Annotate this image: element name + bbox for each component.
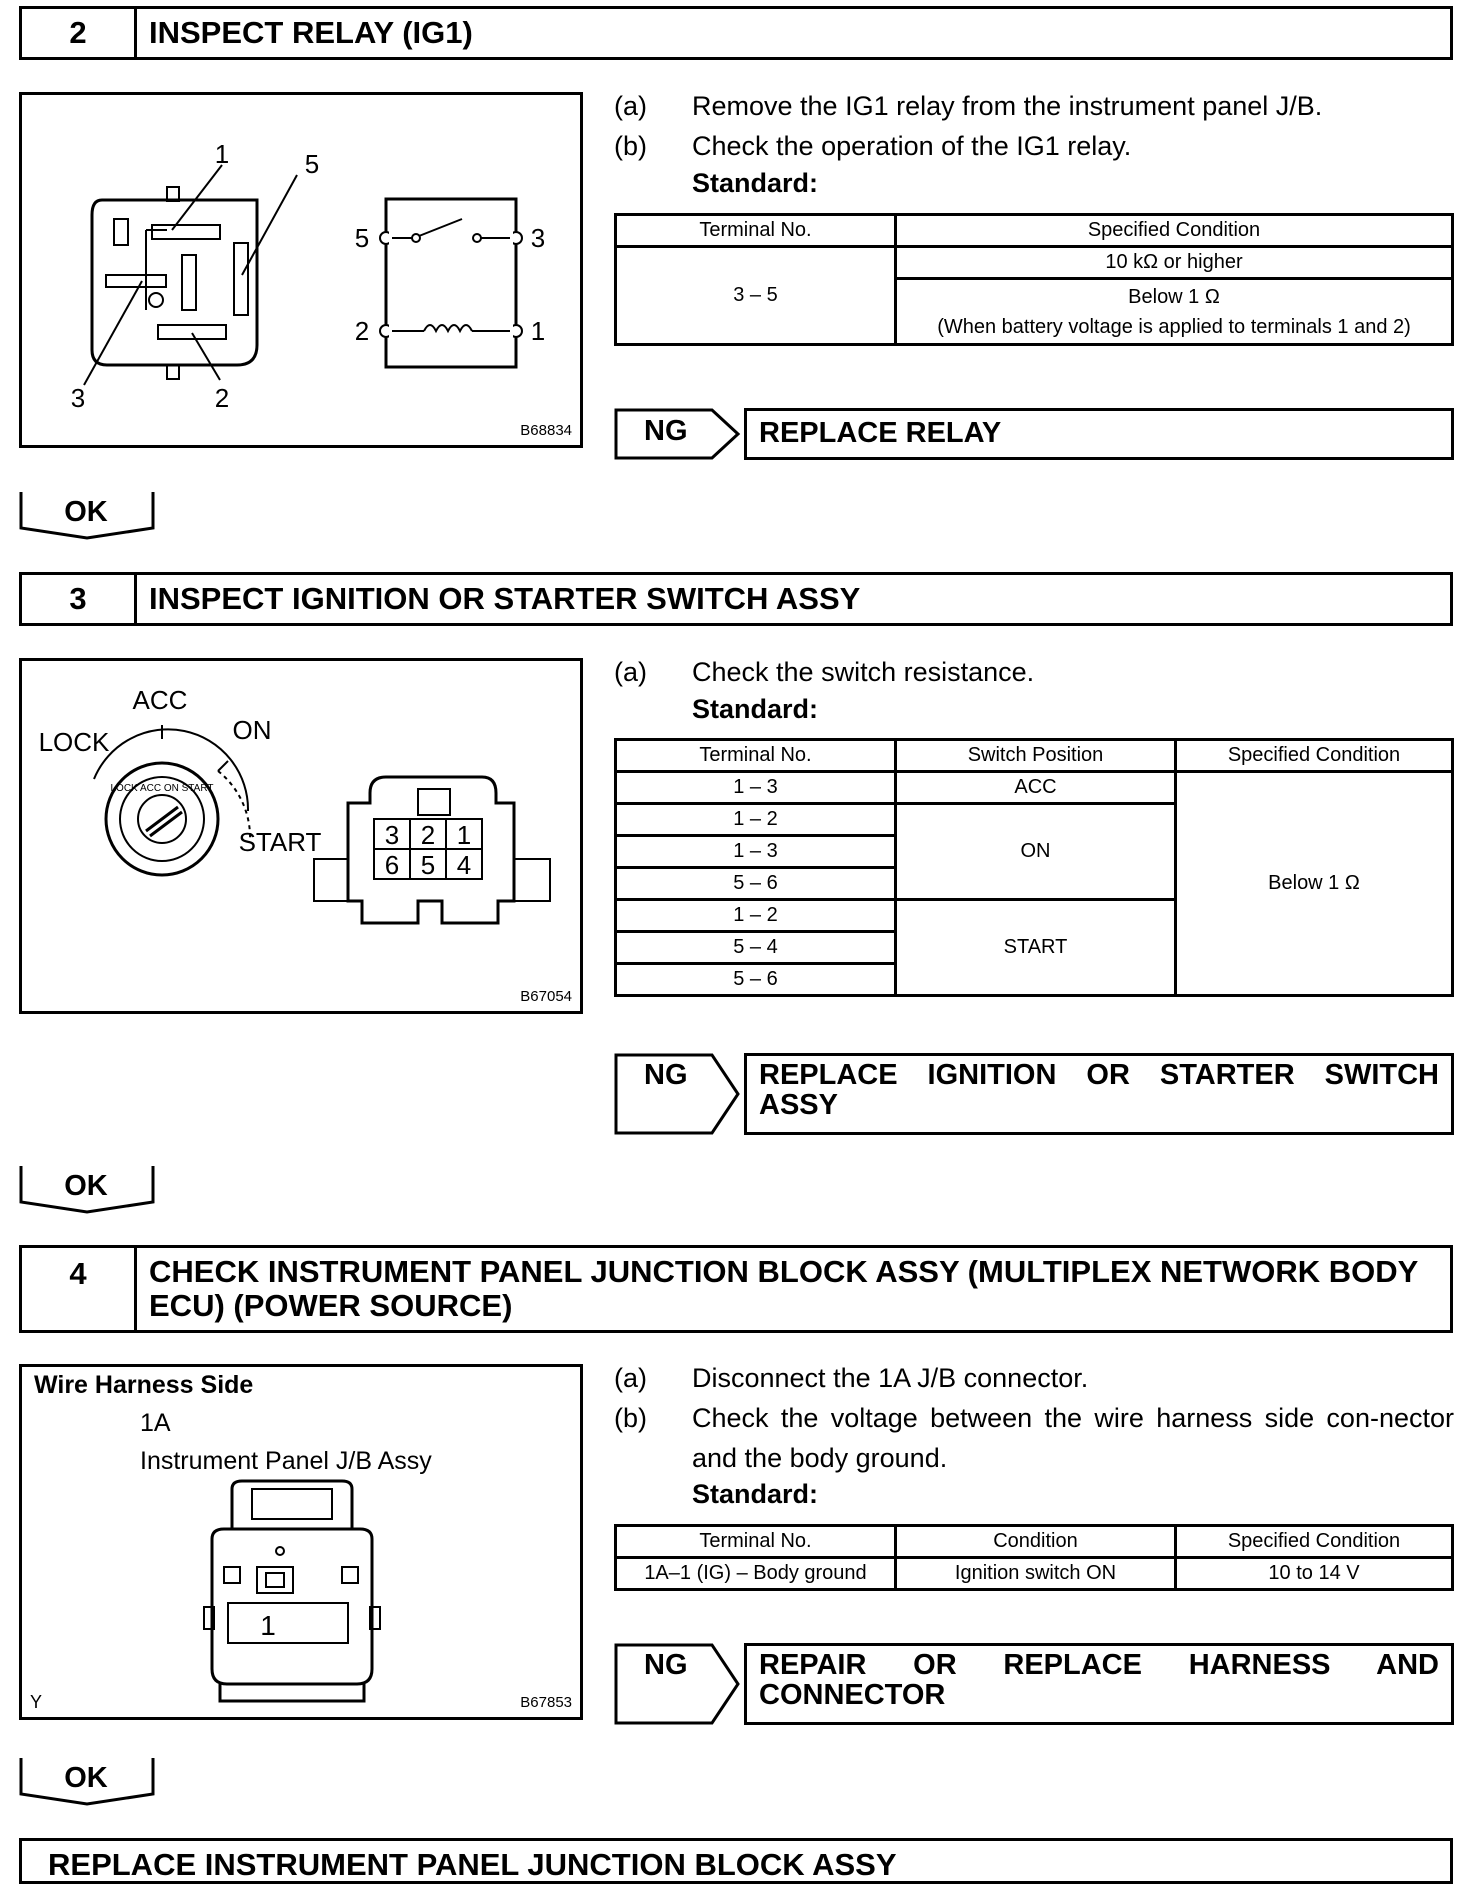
ng-action-line: ASSY bbox=[759, 1089, 838, 1121]
circuit-label-3: 3 bbox=[530, 223, 546, 253]
step-number: 4 bbox=[22, 1248, 137, 1330]
pin-2: 2 bbox=[420, 820, 436, 850]
table-cell: 5 – 6 bbox=[616, 964, 896, 996]
final-action: REPLACE INSTRUMENT PANEL JUNCTION BLOCK ASSY bbox=[19, 1838, 1453, 1884]
ok-label: OK bbox=[64, 496, 108, 528]
table-cell: 1 – 3 bbox=[616, 772, 896, 804]
table-cell: 1A–1 (IG) – Body ground bbox=[616, 1558, 896, 1590]
table-cell: 3 – 5 bbox=[616, 247, 896, 345]
step-2-instructions bbox=[614, 86, 1454, 166]
step-2-ng-branch bbox=[614, 408, 1454, 460]
ok-branch bbox=[19, 1164, 155, 1214]
instruction-row bbox=[614, 126, 1454, 166]
step-4-ng-branch bbox=[614, 1643, 1454, 1725]
step-number: 2 bbox=[22, 9, 137, 57]
figure-corner: Y bbox=[30, 1692, 43, 1712]
circuit-label-1: 1 bbox=[530, 316, 546, 346]
position-on: ON bbox=[232, 715, 272, 745]
step-3-ng-branch bbox=[614, 1053, 1454, 1135]
relay-spec-table bbox=[614, 213, 1454, 346]
instruction-row bbox=[614, 1358, 1454, 1398]
pin-label-1: 1 bbox=[214, 139, 230, 169]
instruction-row bbox=[614, 652, 1454, 692]
ng-label: NG bbox=[644, 1649, 688, 1681]
instruction-text: Remove the IG1 relay from the instrument panel J/B. bbox=[692, 91, 1323, 121]
step-title: CHECK INSTRUMENT PANEL JUNCTION BLOCK ASSY (MULTIPLEX NETWORK BODY ECU) (POWER SOURCE) bbox=[149, 1254, 1418, 1323]
condition-line: (When battery voltage is applied to terminals 1 and 2) bbox=[937, 315, 1411, 338]
table-cell: START bbox=[896, 900, 1176, 996]
pin-6: 6 bbox=[384, 850, 400, 880]
instruction-text: Check the operation of the IG1 relay. bbox=[692, 131, 1132, 161]
step-2-header bbox=[19, 6, 1453, 60]
pin-1: 1 bbox=[456, 820, 472, 850]
table-header: Terminal No. bbox=[616, 215, 896, 247]
step-3-instructions bbox=[614, 652, 1454, 692]
circuit-label-2: 2 bbox=[354, 316, 370, 346]
instruction-row bbox=[614, 86, 1454, 126]
instruction-text: Check the voltage between the wire harness side con-nector and the body ground. bbox=[692, 1403, 1454, 1473]
ring-text: LOCK ACC ON START bbox=[110, 783, 214, 794]
step-4-header bbox=[19, 1245, 1453, 1333]
ignition-switch-figure bbox=[19, 658, 583, 1014]
table-header: Specified Condition bbox=[896, 215, 1453, 247]
ok-branch bbox=[19, 490, 155, 540]
ng-label: NG bbox=[644, 1059, 688, 1091]
instruction-text: Disconnect the 1A J/B connector. bbox=[692, 1363, 1089, 1393]
instruction-text: Check the switch resistance. bbox=[692, 657, 1035, 687]
figure-heading: Wire Harness Side bbox=[34, 1371, 254, 1399]
table-cell: 1 – 3 bbox=[616, 836, 896, 868]
connector-pin-1: 1 bbox=[260, 1610, 276, 1641]
voltage-spec-table bbox=[614, 1524, 1454, 1591]
pin-3: 3 bbox=[384, 820, 400, 850]
part-name: Instrument Panel J/B Assy bbox=[140, 1447, 432, 1475]
step-3-header bbox=[19, 572, 1453, 626]
ng-action-line: REPAIR OR REPLACE HARNESS AND bbox=[759, 1649, 1439, 1681]
circuit-label-5: 5 bbox=[354, 223, 370, 253]
table-header: Terminal No. bbox=[616, 1526, 896, 1558]
ok-branch bbox=[19, 1756, 155, 1806]
instruction-label: (a) bbox=[614, 1363, 647, 1393]
pin-label-3: 3 bbox=[70, 383, 86, 413]
pin-label-5: 5 bbox=[304, 149, 320, 179]
instruction-label: (a) bbox=[614, 91, 647, 121]
table-cell: 10 kΩ or higher bbox=[896, 247, 1453, 279]
pin-label-2: 2 bbox=[214, 383, 230, 413]
table-cell: Below 1 Ω bbox=[1176, 772, 1453, 996]
table-cell: ACC bbox=[896, 772, 1176, 804]
switch-spec-table bbox=[614, 738, 1454, 997]
connector-code: 1A bbox=[140, 1409, 171, 1437]
table-header: Switch Position bbox=[896, 740, 1176, 772]
instruction-label: (b) bbox=[614, 131, 647, 161]
relay-diagram bbox=[22, 95, 580, 445]
table-cell: 5 – 6 bbox=[616, 868, 896, 900]
harness-figure bbox=[19, 1364, 583, 1720]
table-header: Condition bbox=[896, 1526, 1176, 1558]
figure-code: B67853 bbox=[520, 1694, 572, 1711]
step-title: INSPECT RELAY (IG1) bbox=[149, 15, 473, 50]
pin-4: 4 bbox=[456, 850, 472, 880]
figure-code: B68834 bbox=[520, 422, 572, 439]
relay-figure bbox=[19, 92, 583, 448]
ng-action bbox=[744, 1053, 1454, 1135]
standard-label: Standard: bbox=[692, 168, 819, 198]
figure-code: B67054 bbox=[520, 988, 572, 1005]
instruction-label: (b) bbox=[614, 1403, 647, 1433]
ng-action-line: REPLACE IGNITION OR STARTER SWITCH bbox=[759, 1059, 1439, 1091]
table-header: Specified Condition bbox=[1176, 740, 1453, 772]
connector-diagram bbox=[202, 1479, 402, 1709]
table-cell: 1 – 2 bbox=[616, 804, 896, 836]
table-cell: ON bbox=[896, 804, 1176, 900]
position-start: START bbox=[238, 827, 322, 857]
ignition-switch-diagram bbox=[22, 661, 580, 1011]
step-4-instructions bbox=[614, 1358, 1454, 1478]
table-cell: 10 to 14 V bbox=[1176, 1558, 1453, 1590]
instruction-row bbox=[614, 1398, 1454, 1478]
ok-label: OK bbox=[64, 1170, 108, 1202]
table-cell: Ignition switch ON bbox=[896, 1558, 1176, 1590]
table-header: Terminal No. bbox=[616, 740, 896, 772]
instruction-label: (a) bbox=[614, 657, 647, 687]
ng-label: NG bbox=[644, 415, 688, 447]
pin-5: 5 bbox=[420, 850, 436, 880]
ng-action: REPLACE RELAY bbox=[744, 408, 1454, 460]
standard-label: Standard: bbox=[692, 1479, 819, 1509]
table-cell bbox=[896, 279, 1453, 345]
table-cell: 5 – 4 bbox=[616, 932, 896, 964]
position-lock: LOCK bbox=[38, 727, 110, 757]
position-acc: ACC bbox=[132, 685, 188, 715]
ok-label: OK bbox=[64, 1762, 108, 1794]
condition-line: Below 1 Ω bbox=[1128, 285, 1220, 308]
ng-action-line: CONNECTOR bbox=[759, 1679, 946, 1711]
table-header: Specified Condition bbox=[1176, 1526, 1453, 1558]
ng-action bbox=[744, 1643, 1454, 1725]
step-number: 3 bbox=[22, 575, 137, 623]
standard-label: Standard: bbox=[692, 694, 819, 724]
table-cell: 1 – 2 bbox=[616, 900, 896, 932]
step-title: INSPECT IGNITION OR STARTER SWITCH ASSY bbox=[149, 581, 861, 616]
